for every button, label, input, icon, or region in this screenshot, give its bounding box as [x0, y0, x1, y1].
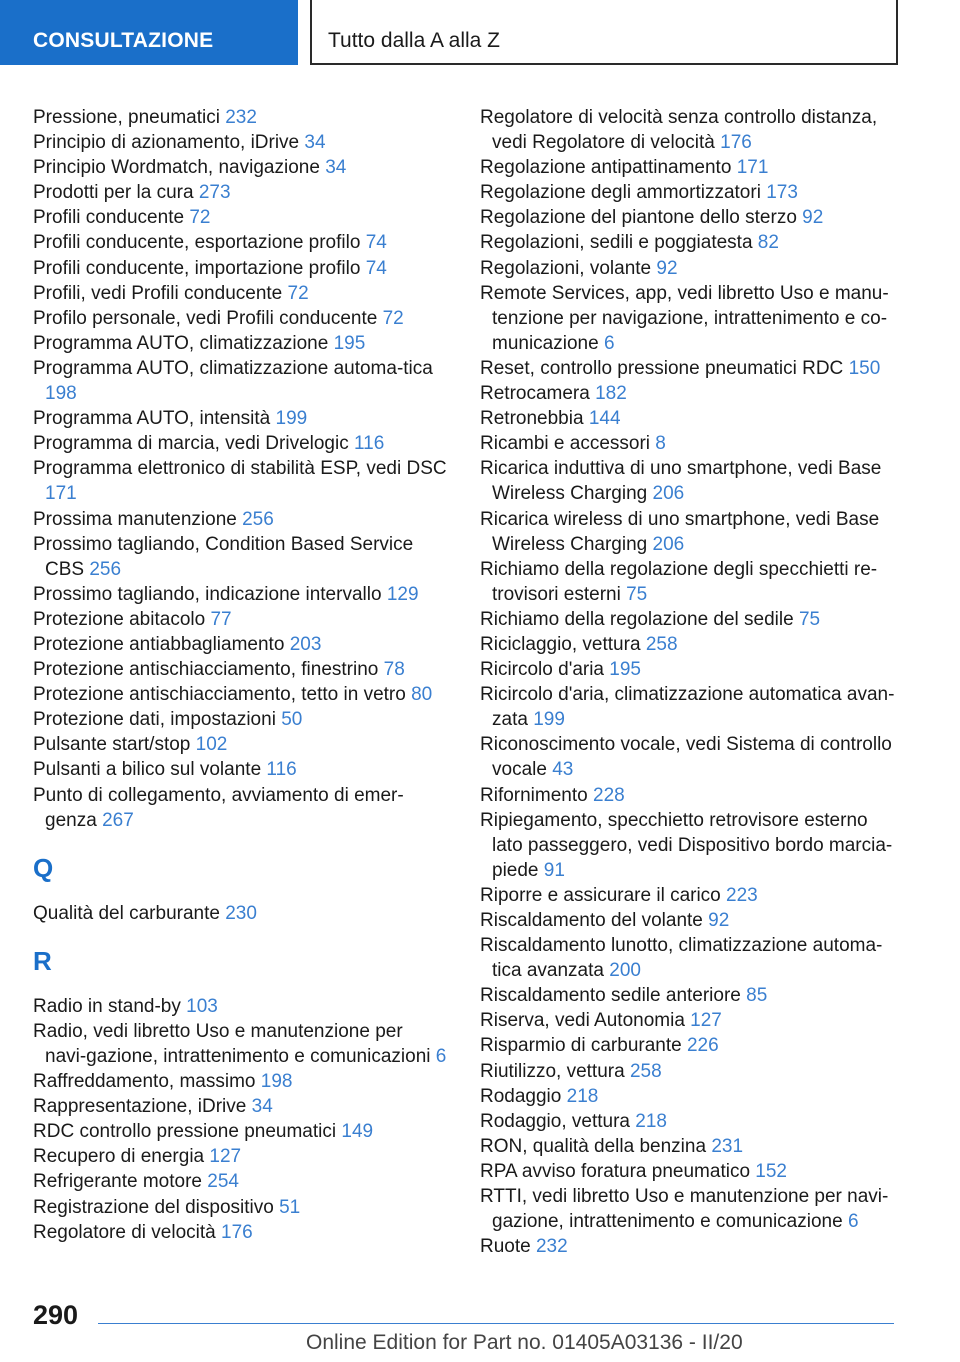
index-entry-text: Profili, vedi Profili conducente — [33, 282, 283, 304]
index-page-link[interactable]: 91 — [543, 859, 565, 881]
index-entry — [480, 783, 900, 808]
index-entry — [480, 682, 900, 732]
index-entry-text: Riconoscimento vocale, vedi Sistema di controllo vocale — [480, 734, 892, 781]
index-entry-text: Rappresentazione, iDrive — [33, 1096, 247, 1118]
index-entry-text: Programma elettronico di stabilità ESP, vedi DSC — [33, 458, 447, 480]
index-column-right — [480, 105, 900, 1259]
index-page-link[interactable]: 223 — [726, 884, 758, 906]
index-entry — [480, 1134, 900, 1159]
index-entry-text: Regolatore di velocità — [33, 1221, 216, 1243]
index-page-link[interactable]: 231 — [711, 1135, 744, 1157]
index-page-link[interactable]: 92 — [708, 910, 730, 931]
index-entry-text: Riscaldamento del volante — [480, 910, 703, 931]
index-entry-text: Profili conducente — [33, 207, 185, 229]
index-entry-text: Riserva, vedi Autonomia — [480, 1010, 685, 1032]
index-entry-text: Regolazioni, sedili e poggiatesta — [480, 232, 753, 254]
index-page-link[interactable]: 203 — [289, 633, 322, 655]
index-entry — [33, 130, 448, 155]
index-page-link[interactable]: 256 — [89, 558, 122, 580]
index-page-link[interactable]: 206 — [652, 533, 685, 555]
section-letter: R — [33, 945, 52, 976]
index-page-link[interactable]: 195 — [609, 659, 641, 681]
index-page-link[interactable]: 198 — [45, 383, 77, 405]
index-entry — [480, 1184, 900, 1234]
index-page-link[interactable]: 198 — [260, 1071, 293, 1093]
index-entry — [480, 406, 900, 431]
index-entry — [33, 431, 448, 456]
index-entry-text: Registrazione del dispositivo — [33, 1196, 274, 1218]
index-entry-text: Rifornimento — [480, 784, 588, 806]
index-entry-text: Protezione dati, impostazioni — [33, 709, 276, 731]
index-entry-text: Riscaldamento lunotto, climatizzazione automa-tica avanzata — [480, 935, 883, 982]
index-page-link[interactable]: 103 — [186, 995, 218, 1017]
index-entry — [33, 607, 448, 632]
index-entry — [480, 632, 900, 657]
index-entry — [33, 306, 448, 331]
index-page-link[interactable]: 144 — [588, 408, 621, 430]
section-letter: Q — [33, 852, 54, 883]
index-page-link[interactable]: 72 — [287, 282, 309, 304]
index-entry — [480, 1084, 900, 1109]
index-page-link[interactable]: 232 — [535, 1236, 568, 1258]
index-page-link[interactable]: 232 — [225, 107, 257, 128]
index-page-link[interactable]: 43 — [552, 759, 574, 781]
index-entry-text: Regolazione degli ammortizzatori — [480, 182, 761, 204]
index-entry-text: Prossima manutenzione — [33, 508, 237, 530]
index-entry — [480, 808, 900, 883]
index-entry — [480, 933, 900, 983]
index-entry-text: Programma AUTO, climatizzazione automa-tica — [33, 357, 433, 379]
index-entry-text: Principio di azionamento, iDrive — [33, 132, 300, 154]
index-entry-text: Protezione abitacolo — [33, 608, 206, 630]
index-entry — [480, 908, 900, 933]
index-page-link[interactable]: 258 — [629, 1060, 662, 1082]
index-entry-text: Prossimo tagliando, Condition Based Service CBS — [33, 533, 414, 580]
index-entry — [480, 180, 900, 205]
index-entry — [33, 456, 448, 506]
index-entry — [480, 732, 900, 782]
index-entry — [33, 732, 448, 757]
index-entry — [480, 230, 900, 255]
index-entry — [480, 356, 900, 381]
index-entry — [480, 105, 900, 155]
index-entry — [480, 1109, 900, 1134]
index-entry-text: RPA avviso foratura pneumatico — [480, 1160, 751, 1182]
index-entry — [33, 1019, 448, 1069]
index-entry — [33, 1169, 448, 1194]
index-entry-text: Rodaggio — [480, 1085, 562, 1107]
index-entry-text: RON, qualità della benzina — [480, 1135, 707, 1157]
index-entry-text: Pulsanti a bilico sul volante — [33, 759, 262, 781]
index-entry-text: Recupero di energia — [33, 1146, 205, 1168]
index-entry-text: Regolazione del piantone dello sterzo — [480, 207, 797, 229]
index-entry-text: Profili conducente, importazione profilo — [33, 257, 361, 279]
index-page-link[interactable]: 171 — [45, 483, 77, 505]
index-entry — [480, 1159, 900, 1184]
index-page-link[interactable]: 258 — [645, 633, 678, 655]
index-entry-text: Riutilizzo, vettura — [480, 1060, 625, 1082]
index-entry-text: Remote Services, app, vedi libretto Uso e manu-tenzione per navigazione, intrattenimento e co-municazione — [480, 282, 889, 354]
index-page-link[interactable]: 254 — [207, 1171, 239, 1193]
index-page-link[interactable]: 127 — [690, 1010, 722, 1032]
index-page-link[interactable]: 218 — [635, 1110, 667, 1132]
index-entry-text: Pressione, pneumatici — [33, 107, 220, 128]
index-entry-text: Radio in stand-by — [33, 995, 181, 1017]
index-entry-text: Principio Wordmatch, navigazione — [33, 157, 320, 179]
index-entry-text: Regolazione antipattinamento — [480, 157, 732, 179]
index-entry-text: Prossimo tagliando, indicazione intervallo — [33, 583, 382, 605]
header-title-box — [310, 0, 898, 65]
footer-divider — [98, 1323, 894, 1324]
index-entry-text: Ripiegamento, specchietto retrovisore esterno lato passeggero, vedi Dispositivo bordo marcia-piede — [480, 809, 893, 881]
index-page-link[interactable]: 78 — [383, 659, 405, 681]
index-entry-text: Ruote — [480, 1236, 531, 1258]
index-entry — [33, 205, 448, 230]
index-page-link[interactable]: 182 — [595, 383, 627, 405]
index-entry — [33, 1144, 448, 1169]
index-entry — [33, 507, 448, 532]
index-entry — [33, 1195, 448, 1220]
index-page-link[interactable]: 230 — [225, 902, 257, 924]
index-entry — [33, 406, 448, 431]
index-page-link[interactable]: 127 — [209, 1146, 242, 1168]
index-page-link[interactable]: 218 — [566, 1085, 599, 1107]
index-page-link[interactable]: 116 — [354, 433, 385, 455]
index-entry — [33, 256, 448, 281]
index-entry — [33, 1220, 448, 1245]
index-entry — [480, 205, 900, 230]
index-page-link[interactable]: 171 — [736, 157, 769, 179]
index-entry — [480, 1033, 900, 1058]
index-entry — [33, 180, 448, 205]
index-page-link[interactable]: 273 — [198, 182, 231, 204]
index-page-link[interactable]: 77 — [210, 608, 232, 630]
index-page-link[interactable]: 34 — [325, 157, 347, 179]
index-entry — [480, 557, 900, 607]
index-page-link[interactable]: 267 — [102, 809, 134, 831]
index-entry — [33, 632, 448, 657]
index-entry — [480, 1234, 900, 1259]
index-page-link[interactable]: 34 — [251, 1096, 273, 1118]
index-page-link[interactable]: 176 — [221, 1221, 253, 1243]
index-entry — [33, 707, 448, 732]
index-entry — [480, 381, 900, 406]
index-entry — [33, 1069, 448, 1094]
index-page-link[interactable]: 6 — [603, 332, 615, 354]
header-title: Tutto dalla A alla Z — [328, 29, 500, 52]
header-section-label: CONSULTAZIONE — [33, 29, 214, 52]
index-page-link[interactable]: 74 — [365, 257, 387, 279]
index-entry — [33, 994, 448, 1019]
index-page-link[interactable]: 149 — [341, 1121, 374, 1143]
index-entry — [33, 105, 448, 130]
index-entry-text: Programma di marcia, vedi Drivelogic — [33, 433, 349, 455]
index-entry-text: Protezione antischiacciamento, tetto in vetro — [33, 684, 406, 706]
index-entry-text: Riciclaggio, vettura — [480, 633, 641, 655]
index-page-link[interactable]: 102 — [195, 734, 228, 756]
index-page-link[interactable]: 72 — [382, 307, 404, 329]
page-number: 290 — [33, 1300, 79, 1330]
index-entry-text: Programma AUTO, climatizzazione — [33, 332, 329, 354]
index-entry — [33, 582, 448, 607]
index-page-link[interactable]: 195 — [333, 332, 366, 354]
index-entry-text: RTTI, vedi libretto Uso e manutenzione per navi-gazione, intrattenimento e comunicazione — [480, 1186, 889, 1233]
index-entry-text: RDC controllo pressione pneumatici — [33, 1121, 337, 1143]
index-entry — [33, 155, 448, 180]
index-entry-text: Risparmio di carburante — [480, 1035, 682, 1057]
index-entry — [480, 281, 900, 356]
index-page-link[interactable]: 150 — [848, 357, 881, 379]
index-entry — [480, 155, 900, 180]
index-entry-text: Riscaldamento sedile anteriore — [480, 985, 741, 1007]
index-entry-text: Regolatore di velocità senza controllo distanza, vedi Regolatore di velocità — [480, 107, 878, 154]
index-page-link[interactable]: 50 — [281, 709, 303, 731]
index-entry — [480, 1059, 900, 1084]
index-entry-text: Punto di collegamento, avviamento di emer-genza — [33, 784, 404, 831]
index-entry — [33, 682, 448, 707]
index-entry — [33, 532, 448, 582]
index-entry-text: Ricarica induttiva di uno smartphone, vedi Base Wireless Charging — [480, 458, 882, 505]
index-entry-text: Riporre e assicurare il carico — [480, 884, 721, 906]
index-entry-text: Profili conducente, esportazione profilo — [33, 232, 361, 254]
index-page-link[interactable]: 74 — [365, 232, 387, 254]
index-entry — [480, 883, 900, 908]
index-entry-text: Protezione antischiacciamento, finestrino — [33, 659, 379, 681]
header-section-tab — [0, 0, 298, 65]
index-entry — [480, 256, 900, 281]
index-page-link[interactable]: 256 — [242, 508, 274, 530]
index-page-link[interactable]: 92 — [802, 207, 824, 229]
index-page-link[interactable]: 85 — [746, 985, 768, 1007]
index-entry-text: Protezione antiabbagliamento — [33, 633, 285, 655]
index-entry — [33, 230, 448, 255]
index-page-link[interactable]: 199 — [533, 709, 565, 731]
index-entry-text: Ricircolo d'aria — [480, 659, 605, 681]
index-entry — [33, 657, 448, 682]
index-entry-text: Pulsante start/stop — [33, 734, 191, 756]
index-entry — [33, 331, 448, 356]
index-page-link[interactable]: 75 — [798, 608, 821, 630]
index-page-link[interactable]: 82 — [757, 232, 779, 254]
index-entry-text: Qualità del carburante — [33, 902, 220, 924]
index-entry — [33, 356, 448, 406]
index-page-link[interactable]: 72 — [189, 207, 211, 229]
index-entry-text: Retronebbia — [480, 408, 584, 430]
index-page-link[interactable]: 226 — [686, 1035, 719, 1057]
index-entry-text: Ricambi e accessori — [480, 433, 650, 455]
index-entry — [33, 281, 448, 306]
index-page-link[interactable]: 8 — [655, 433, 666, 455]
index-entry-text: Ricircolo d'aria, climatizzazione automatica avan-zata — [480, 684, 895, 731]
index-entry — [33, 757, 448, 782]
index-page-link[interactable]: 92 — [656, 257, 678, 279]
index-entry — [33, 783, 448, 833]
index-entry-text: Rodaggio, vettura — [480, 1110, 630, 1132]
index-page-link[interactable]: 176 — [720, 132, 752, 154]
index-entry-text: Raffreddamento, massimo — [33, 1071, 256, 1093]
index-entry-text: Richiamo della regolazione degli specchietti re-trovisori esterni — [480, 558, 878, 605]
footer-edition-text: Online Edition for Part no. 01405A03136 - II/20 — [306, 1331, 743, 1354]
index-column-left — [33, 105, 448, 1245]
index-entry-text: Radio, vedi libretto Uso e manutenzione per navi-gazione, intrattenimento e comunicazioni — [33, 1020, 431, 1067]
index-page-link[interactable]: 173 — [766, 182, 798, 204]
index-entry — [480, 1008, 900, 1033]
index-entry-text: Refrigerante motore — [33, 1171, 202, 1193]
index-entry-text: Reset, controllo pressione pneumatici RDC — [480, 357, 844, 379]
index-entry — [33, 1119, 448, 1144]
index-page-link[interactable]: 51 — [279, 1196, 301, 1218]
index-page-link[interactable]: 116 — [266, 759, 297, 781]
index-page-link[interactable]: 129 — [386, 583, 419, 605]
index-page-link[interactable]: 80 — [411, 684, 433, 706]
index-entry — [480, 607, 900, 632]
index-entry — [480, 983, 900, 1008]
index-entry-text: Prodotti per la cura — [33, 182, 194, 204]
index-entry-text: Retrocamera — [480, 383, 590, 405]
index-entry-text: Ricarica wireless di uno smartphone, vedi Base Wireless Charging — [480, 508, 880, 555]
index-entry-text: Profilo personale, vedi Profili conducente — [33, 307, 378, 329]
index-page-link[interactable]: 200 — [609, 960, 641, 982]
index-page-link[interactable]: 75 — [626, 583, 648, 605]
index-page-link[interactable]: 199 — [275, 408, 308, 430]
index-entry-text: Programma AUTO, intensità — [33, 408, 271, 430]
index-entry — [480, 431, 900, 456]
index-page-link[interactable]: 206 — [652, 483, 685, 505]
index-page-link[interactable]: 152 — [755, 1160, 787, 1182]
index-entry — [480, 657, 900, 682]
index-page-link[interactable]: 6 — [435, 1046, 447, 1067]
index-entry-text: Richiamo della regolazione del sedile — [480, 608, 794, 630]
index-page-link[interactable]: 34 — [304, 132, 326, 154]
index-entry — [480, 456, 900, 506]
index-entry — [33, 1094, 448, 1119]
index-page-link[interactable]: 6 — [847, 1211, 859, 1233]
index-entry-text: Regolazioni, volante — [480, 257, 652, 279]
index-page-link[interactable]: 228 — [593, 784, 625, 806]
index-entry — [33, 901, 448, 926]
index-entry — [480, 507, 900, 557]
